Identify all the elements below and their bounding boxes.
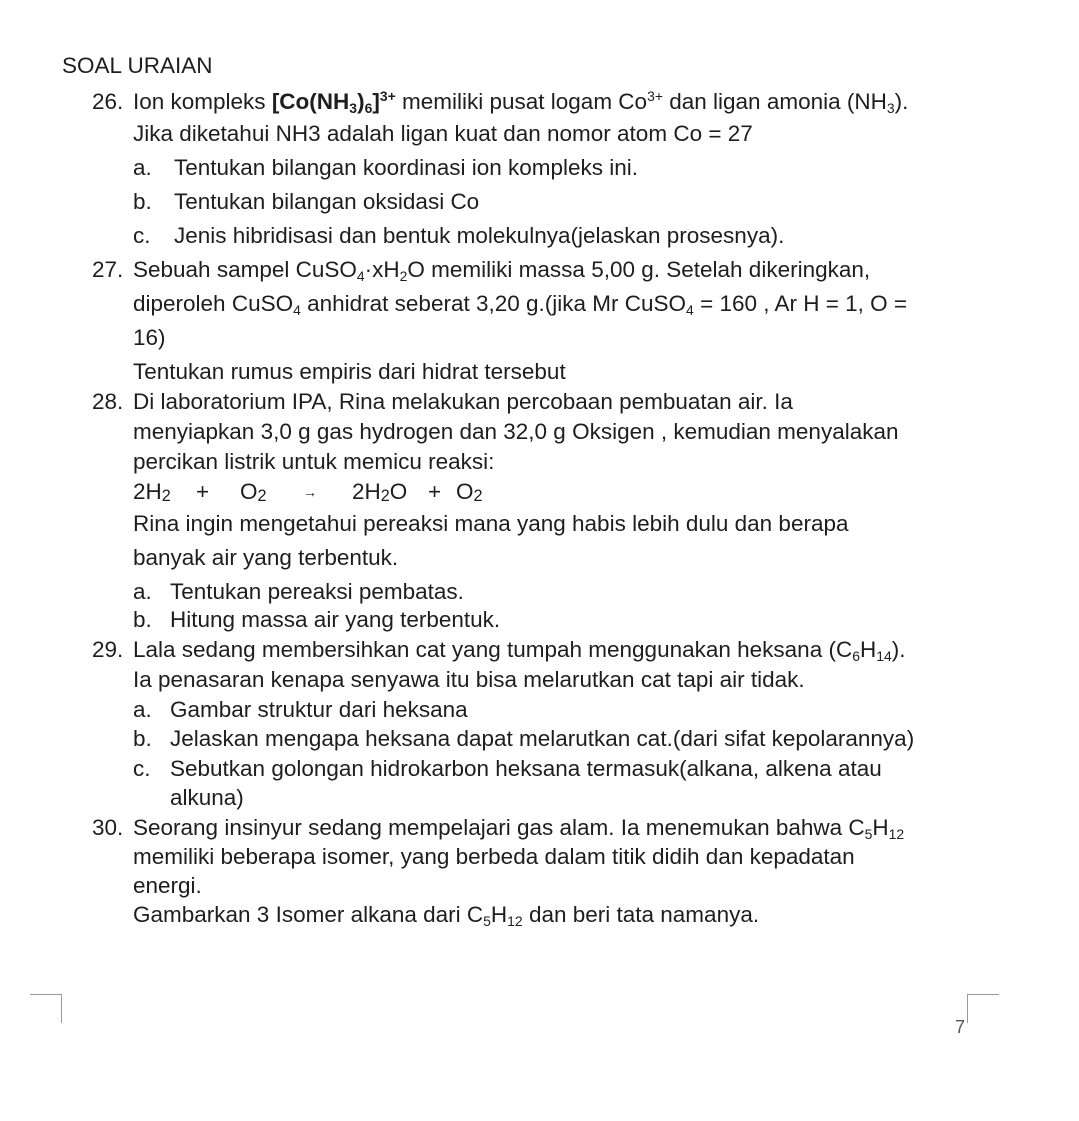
q26-b-label: b. xyxy=(133,189,152,214)
q29-c-label: c. xyxy=(133,756,151,781)
margin-corner-mark-right xyxy=(967,994,999,1023)
q30-number: 30. xyxy=(92,815,124,840)
eq-product-o2: $O_2$ xyxy=(456,479,483,505)
q29-b-text: Jelaskan mengapa heksana dapat melarutkan cat.(dari sifat kepolarannya) xyxy=(170,726,915,751)
q29-line-1: Lala sedang membersihkan cat yang tumpah menggunakan heksana $(C_6H_{14})$. xyxy=(133,637,906,665)
page-number: 7 xyxy=(955,1017,966,1037)
q29-c-text-2: alkuna) xyxy=(170,785,244,810)
q28-a-text: Tentukan pereaksi pembatas. xyxy=(170,579,464,604)
q28-line-4: Rina ingin mengetahui pereaksi mana yang habis lebih dulu dan berapa xyxy=(133,511,849,536)
q28-b-text: Hitung massa air yang terbentuk. xyxy=(170,607,501,632)
q29-c-text: Sebutkan golongan hidrokarbon heksana termasuk(alkana, alkena atau xyxy=(170,756,882,781)
q28-line-2: menyiapkan 3,0 g gas hydrogen dan 32,0 g Oksigen , kemudian menyalakan xyxy=(133,419,899,444)
q26-c-text: Jenis hibridisasi dan bentuk molekulnya(jelaskan prosesnya). xyxy=(174,223,785,248)
q28-a-label: a. xyxy=(133,579,152,604)
q29-number: 29. xyxy=(92,637,124,662)
eq-reactant-h2: $2H_2$ xyxy=(133,479,171,505)
q26-line-1: Ion kompleks $[Co(NH_3)_6]^{3+}$ memiliki pusat logam $Co^{3+}$ dan ligan amonia $(NH_3)$. xyxy=(133,88,909,117)
q28-b-label: b. xyxy=(133,607,152,632)
q30-line-4: Gambarkan 3 Isomer alkana dari $C_5H_{12}$ dan beri tata namanya. xyxy=(133,902,760,930)
q26-number: 26. xyxy=(92,89,124,114)
q29-b-label: b. xyxy=(133,726,152,751)
q28-number: 28. xyxy=(92,389,124,414)
complex-ion-formula: $[Co(NH_3)_6]^{3+}$ xyxy=(271,88,396,117)
q30-line-1: Seorang insinyur sedang mempelajari gas alam. Ia menemukan bahwa $C_5H_{12}$ xyxy=(133,815,905,843)
q27-number: 27. xyxy=(92,257,124,282)
q26-b-text: Tentukan bilangan oksidasi Co xyxy=(174,189,480,214)
q28-line-3: percikan listrik untuk memicu reaksi: xyxy=(133,449,495,474)
margin-corner-mark-left xyxy=(30,994,62,1023)
q27-line-3: 16) xyxy=(133,325,166,350)
q30-line-2: memiliki beberapa isomer, yang berbeda dalam titik didih dan kepadatan xyxy=(133,844,855,869)
eq-plus-1: + xyxy=(196,479,210,504)
q26-line-2: Jika diketahui NH3 adalah ligan kuat dan nomor atom Co = 27 xyxy=(133,121,753,146)
q28-line-5: banyak air yang terbentuk. xyxy=(133,545,399,570)
q26-a-text: Tentukan bilangan koordinasi ion kompleks ini. xyxy=(174,155,639,180)
q29-a-text: Gambar struktur dari heksana xyxy=(170,697,468,722)
q29-line-2: Ia penasaran kenapa senyawa itu bisa melarutkan cat tapi air tidak. xyxy=(133,667,805,692)
q28-line-1: Di laboratorium IPA, Rina melakukan percobaan pembuatan air. Ia xyxy=(133,389,793,414)
section-title: SOAL URAIAN xyxy=(62,53,213,78)
q26-a-label: a. xyxy=(133,155,152,180)
q27-line-4: Tentukan rumus empiris dari hidrat tersebut xyxy=(133,359,566,384)
eq-arrow: → xyxy=(303,484,317,500)
q30-line-3: energi. xyxy=(133,873,202,898)
eq-reactant-o2: $O_2$ xyxy=(240,479,267,505)
eq-product-h2o: $2H_2O$ xyxy=(352,479,408,505)
eq-plus-2: + xyxy=(428,479,442,504)
q27-line-2: diperoleh CuSO$_4$ anhidrat seberat 3,20 g.(jika Mr CuSO$_4$ = 160 , Ar H = 1, O = xyxy=(133,291,908,319)
q27-line-1: Sebuah sampel $CuSO_4\cdot xH_2O$ memiliki massa 5,00 g. Setelah dikeringkan, xyxy=(133,257,871,285)
q29-a-label: a. xyxy=(133,697,152,722)
q26-c-label: c. xyxy=(133,223,151,248)
reaction-equation xyxy=(0,478,1079,506)
